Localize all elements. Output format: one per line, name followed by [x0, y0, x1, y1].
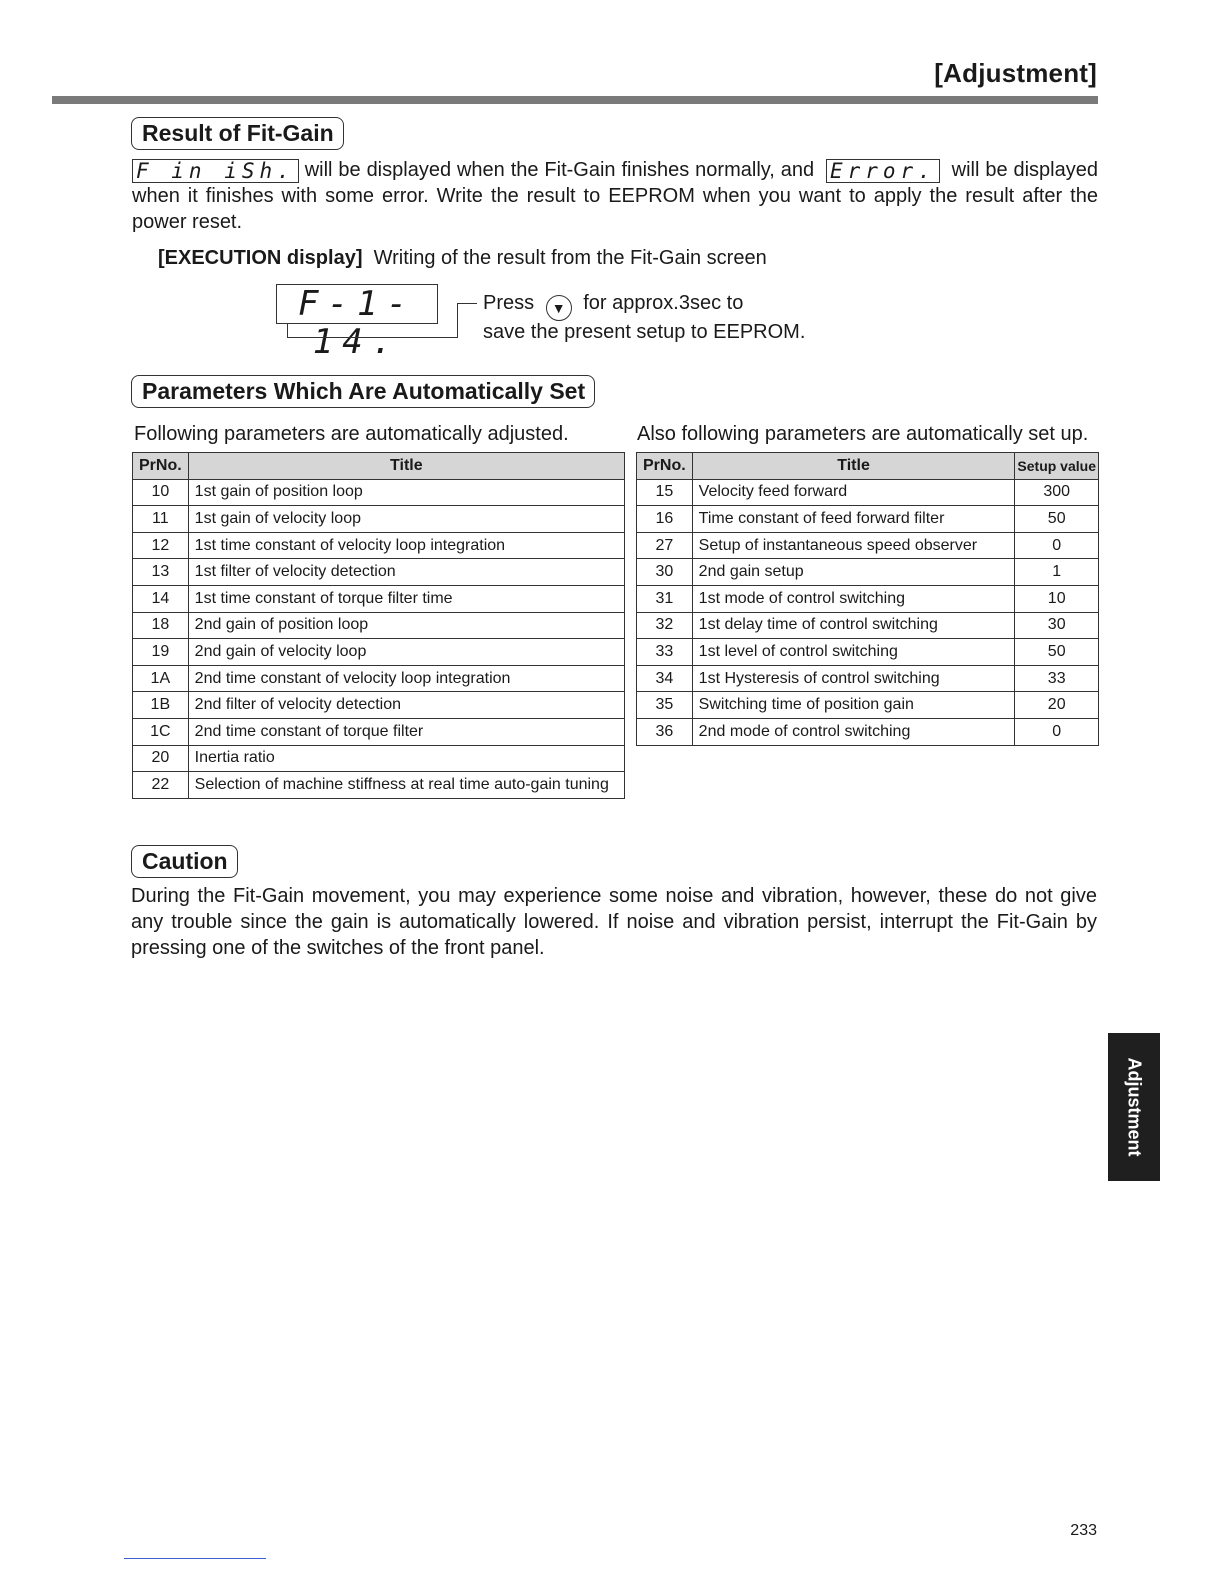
cell-title: Switching time of position gain	[692, 692, 1015, 719]
header-rule	[52, 96, 1098, 104]
cell-setup-value: 300	[1015, 479, 1099, 506]
right-table-caption: Also following parameters are automatically set up.	[637, 423, 1089, 445]
cell-prno: 1B	[133, 692, 189, 719]
cell-prno: 13	[133, 559, 189, 586]
down-button-icon: ▼	[546, 295, 572, 321]
cell-title: 2nd filter of velocity detection	[188, 692, 624, 719]
cell-title: Setup of instantaneous speed observer	[692, 532, 1015, 559]
cell-setup-value: 1	[1015, 559, 1099, 586]
display-bracket-bottom	[287, 337, 457, 338]
cell-prno: 1A	[133, 665, 189, 692]
cell-prno: 35	[637, 692, 693, 719]
cell-prno: 30	[637, 559, 693, 586]
cell-setup-value: 0	[1015, 718, 1099, 745]
table-row	[637, 532, 1099, 559]
cell-prno: 33	[637, 639, 693, 666]
cell-prno: 14	[133, 585, 189, 612]
page-header-title: [Adjustment]	[934, 58, 1097, 88]
press-text: Press	[483, 292, 535, 314]
cell-prno: 16	[637, 506, 693, 533]
press-line2: save the present setup to EEPROM.	[483, 321, 806, 343]
cell-title: Selection of machine stiffness at real time auto-gain tuning	[188, 772, 624, 799]
execution-label: [EXECUTION display]	[158, 247, 363, 269]
table-row	[637, 639, 1099, 666]
cell-prno: 10	[133, 479, 189, 506]
table-row	[133, 585, 625, 612]
table-row	[133, 612, 625, 639]
side-tab	[1108, 1033, 1160, 1181]
press-rest-text: for approx.3sec to	[583, 292, 744, 314]
col-header-title: Title	[188, 453, 624, 480]
table-row	[637, 612, 1099, 639]
col-header-prno: PrNo.	[133, 453, 189, 480]
cell-prno: 31	[637, 585, 693, 612]
table-row	[133, 479, 625, 506]
cell-prno: 27	[637, 532, 693, 559]
table-row	[637, 506, 1099, 533]
col-header-title: Title	[692, 453, 1015, 480]
table-row	[133, 639, 625, 666]
cell-title: 1st time constant of torque filter time	[188, 585, 624, 612]
auto-setup-table	[636, 452, 1099, 746]
table-row	[133, 506, 625, 533]
cell-title: 1st mode of control switching	[692, 585, 1015, 612]
table-row	[637, 692, 1099, 719]
params-section-heading: Parameters Which Are Automatically Set	[131, 375, 595, 408]
table-row	[133, 718, 625, 745]
cell-title: 1st Hysteresis of control switching	[692, 665, 1015, 692]
cell-prno: 1C	[133, 718, 189, 745]
display-bracket-left	[287, 324, 288, 337]
cell-prno: 32	[637, 612, 693, 639]
table-header-row	[637, 453, 1099, 480]
col-header-prno: PrNo.	[637, 453, 693, 480]
cell-title: 1st gain of velocity loop	[188, 506, 624, 533]
cell-title: 2nd gain of velocity loop	[188, 639, 624, 666]
cell-prno: 18	[133, 612, 189, 639]
execution-line	[158, 245, 767, 271]
cell-setup-value: 50	[1015, 639, 1099, 666]
display-bracket-top	[457, 303, 477, 304]
finish-display: F in iSh.	[132, 159, 299, 183]
cell-prno: 12	[133, 532, 189, 559]
table-row	[637, 559, 1099, 586]
result-section-heading: Result of Fit-Gain	[131, 117, 344, 150]
cell-prno: 19	[133, 639, 189, 666]
table-row	[133, 532, 625, 559]
cell-title: Inertia ratio	[188, 745, 624, 772]
cell-title: 1st filter of velocity detection	[188, 559, 624, 586]
caution-heading: Caution	[131, 845, 238, 878]
cell-title: Time constant of feed forward filter	[692, 506, 1015, 533]
cell-title: 1st delay time of control switching	[692, 612, 1015, 639]
result-paragraph	[132, 157, 1098, 235]
table-row	[637, 479, 1099, 506]
cell-setup-value: 10	[1015, 585, 1099, 612]
press-instruction	[483, 290, 743, 321]
cell-prno: 34	[637, 665, 693, 692]
display-bracket-right	[457, 303, 458, 338]
table-row	[637, 585, 1099, 612]
cell-title: 2nd time constant of velocity loop integration	[188, 665, 624, 692]
cell-title: 2nd gain of position loop	[188, 612, 624, 639]
cell-prno: 36	[637, 718, 693, 745]
page-number: 233	[1070, 1522, 1097, 1539]
table-header-row	[133, 453, 625, 480]
table-row	[133, 559, 625, 586]
seven-segment-display: F-1-14.	[276, 284, 438, 324]
table-row	[133, 772, 625, 799]
error-display: Error.	[826, 159, 940, 183]
cell-title: Velocity feed forward	[692, 479, 1015, 506]
cell-prno: 20	[133, 745, 189, 772]
cell-setup-value: 20	[1015, 692, 1099, 719]
cell-title: 1st level of control switching	[692, 639, 1015, 666]
side-tab-label: Adjustment	[1124, 1057, 1145, 1157]
table-row	[133, 692, 625, 719]
table-row	[133, 665, 625, 692]
table-row	[637, 718, 1099, 745]
result-text-a: will be displayed when the Fit-Gain finishes normally, and	[304, 159, 815, 181]
table-row	[133, 745, 625, 772]
cell-prno: 22	[133, 772, 189, 799]
cell-title: 1st time constant of velocity loop integration	[188, 532, 624, 559]
cell-title: 2nd mode of control switching	[692, 718, 1015, 745]
table-row	[637, 665, 1099, 692]
cell-prno: 11	[133, 506, 189, 533]
cell-title: 2nd time constant of torque filter	[188, 718, 624, 745]
footer-line	[124, 1558, 266, 1559]
cell-setup-value: 0	[1015, 532, 1099, 559]
cell-setup-value: 50	[1015, 506, 1099, 533]
cell-setup-value: 30	[1015, 612, 1099, 639]
cell-title: 1st gain of position loop	[188, 479, 624, 506]
caution-text: During the Fit-Gain movement, you may experience some noise and vibration, however, these do not give any trouble since the gain is automatically lowered. If noise and vibration persist, interrupt the Fit-Gain by pressing one of the switches of the front panel.	[131, 885, 1097, 959]
col-header-setup-value: Setup value	[1015, 453, 1099, 480]
cell-setup-value: 33	[1015, 665, 1099, 692]
cell-title: 2nd gain setup	[692, 559, 1015, 586]
left-table-caption: Following parameters are automatically adjusted.	[134, 423, 569, 445]
cell-prno: 15	[637, 479, 693, 506]
execution-text: Writing of the result from the Fit-Gain screen	[373, 247, 767, 269]
auto-adjusted-table	[132, 452, 625, 799]
result-text-b: will be displayed when it finishes with some error. Write the result to EEPROM when you want to apply the result after the power reset.	[132, 159, 1098, 233]
